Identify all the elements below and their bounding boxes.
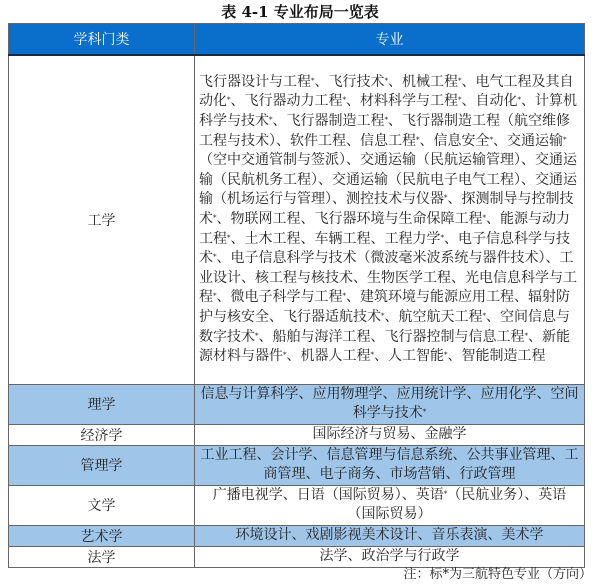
footnote: 注：标*为三航特色专业（方向） — [403, 567, 592, 582]
header-category: 学科门类 — [9, 24, 195, 56]
table-row — [9, 424, 585, 445]
majors-table — [8, 23, 585, 568]
featured-marker: * — [311, 76, 315, 85]
featured-marker: * — [384, 76, 388, 85]
featured-marker: * — [384, 115, 388, 124]
header-majors: 专业 — [195, 24, 585, 56]
featured-marker: * — [416, 135, 420, 144]
table-row — [9, 384, 585, 424]
featured-marker: * — [563, 135, 567, 144]
category-cell: 理学 — [9, 384, 195, 424]
table-row — [9, 445, 585, 485]
featured-marker: * — [443, 489, 448, 498]
table-row — [9, 526, 585, 547]
table-row — [9, 55, 585, 384]
featured-marker: * — [342, 292, 346, 301]
category-cell: 经济学 — [9, 424, 195, 445]
featured-marker: * — [444, 194, 448, 203]
category-cell: 法学 — [9, 547, 195, 568]
featured-marker: * — [482, 311, 486, 320]
featured-marker: * — [213, 253, 217, 262]
featured-marker: * — [489, 135, 493, 144]
featured-marker: * — [517, 96, 521, 105]
majors-cell: 飞行器设计与工程*、飞行技术*、机械工程*、电气工程及其自动化*、飞行器动力工程*、材料科学与工程*、自动化*、计算机科学与技术*、飞行器制造工程*、飞行器制造工程（航空维修工程与技术）、软件工程、信息工程*、信息安全*、交通运输*（空中交通管制与签派）、交通运输（民航运输管理）、交通运输（民航机务工程）、交通运输（民航电子电气工程）、交通运输（机场运行与管理）、测控技术与仪器*、探测制导与控制技术*、物联网工程、飞行器环境与生命保障工程*、能源与动力工程*、土木工程、车辆工程、工程力学*、电子信息科学与技术*、电子信息科学与技术（微波毫米波系统与器件技术）、工业设计、核工程与核技术、生物医学工程、光电信息科学与工程*、微电子科学与工程*、建筑环境与能源应用工程、辐射防护与核安全、飞行器适航技术*、航空航天工程*、空间信息与数字技术*、船舶与海洋工程、飞行器控制与信息工程*、新能源材料与器件*、机器人工程*、人工智能*、智能制造工程 — [195, 55, 585, 384]
table-row — [9, 485, 585, 525]
featured-marker: * — [444, 351, 448, 360]
featured-marker: * — [227, 96, 231, 105]
majors-cell: 工业工程、会计学、信息管理与信息系统、公共事业管理、工商管理、电子商务、市场营销、行政管理 — [195, 445, 585, 485]
majors-cell: 国际经济与贸易、金融学 — [195, 424, 585, 445]
table-title: 表 4-1 专业布局一览表 — [221, 3, 379, 21]
featured-marker: * — [283, 351, 287, 360]
featured-marker: * — [370, 351, 374, 360]
category-cell: 管理学 — [9, 445, 195, 485]
featured-marker: * — [458, 96, 462, 105]
featured-marker: * — [342, 96, 346, 105]
featured-marker: * — [255, 331, 259, 340]
majors-cell: 法学、政治学与行政学 — [195, 547, 585, 568]
category-cell: 艺术学 — [9, 526, 195, 547]
majors-cell: 环境设计、戏剧影视美术设计、音乐表演、美术学 — [195, 526, 585, 547]
featured-marker: * — [458, 76, 462, 85]
featured-marker: * — [440, 233, 444, 242]
featured-marker: * — [381, 311, 385, 320]
category-cell: 文学 — [9, 485, 195, 525]
table-header-row — [9, 24, 585, 56]
featured-marker: * — [213, 292, 217, 301]
majors-cell: 信息与计算科学、应用物理学、应用统计学、应用化学、空间科学与技术* — [195, 384, 585, 424]
majors-cell: 广播电视学、日语（国际贸易）、英语*（民航业务）、英语（国际贸易） — [195, 485, 585, 525]
category-cell: 工学 — [9, 55, 195, 384]
featured-marker: * — [524, 331, 528, 340]
featured-marker: * — [482, 213, 486, 222]
featured-marker: * — [422, 408, 427, 417]
featured-marker: * — [213, 213, 217, 222]
featured-marker: * — [269, 115, 273, 124]
featured-marker: * — [227, 233, 231, 242]
